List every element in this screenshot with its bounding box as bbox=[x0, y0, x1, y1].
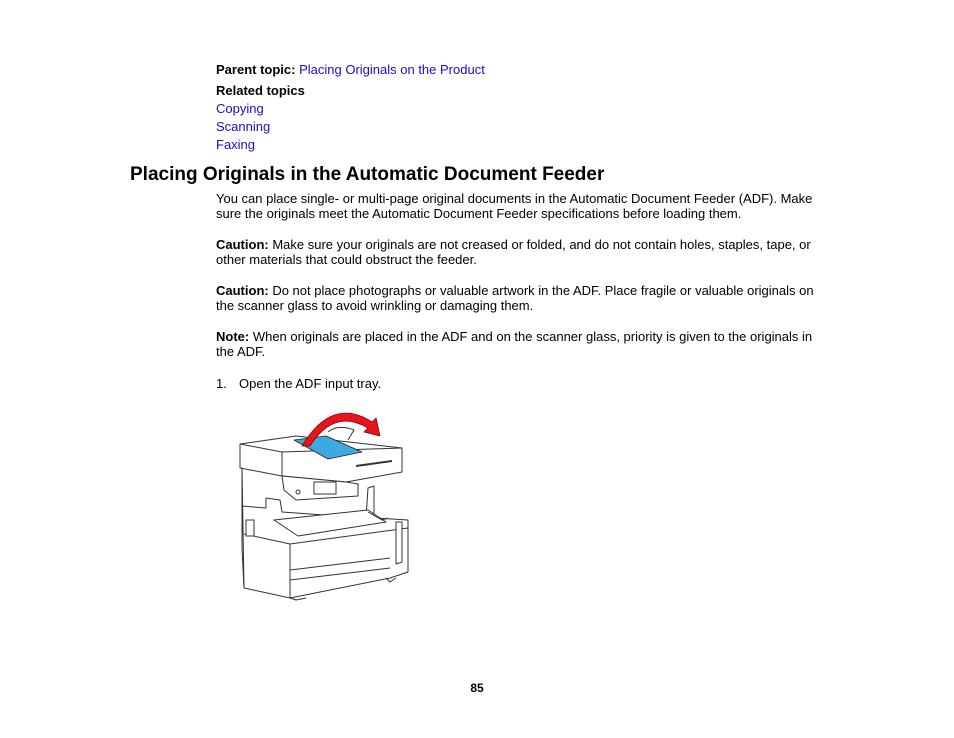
section-title: Placing Originals in the Automatic Document Feeder bbox=[130, 164, 605, 185]
related-link-scanning[interactable]: Scanning bbox=[216, 119, 271, 134]
parent-topic-link[interactable]: Placing Originals on the Product bbox=[299, 62, 485, 77]
parent-topic-label: Parent topic: bbox=[216, 62, 296, 77]
intro-paragraph: You can place single- or multi-page original documents in the Automatic Document Feeder (ADF). Make sure the originals meet the Automatic Document Feeder specifications before loading them. bbox=[216, 191, 813, 221]
related-link-copying[interactable]: Copying bbox=[216, 101, 264, 116]
related-topics-label: Related topics bbox=[216, 83, 305, 98]
note-text: When originals are placed in the ADF and on the scanner glass, priority is given to the originals in the ADF. bbox=[216, 329, 813, 359]
caution-paragraph-1 bbox=[216, 238, 826, 267]
printer-adf-illustration bbox=[236, 402, 416, 602]
note-label: Note: bbox=[216, 329, 250, 344]
step-text: Open the ADF input tray. bbox=[239, 376, 382, 391]
related-link-faxing[interactable]: Faxing bbox=[216, 137, 256, 152]
step-1 bbox=[216, 376, 382, 391]
caution-label: Caution: bbox=[216, 237, 269, 252]
step-number: 1. bbox=[216, 376, 227, 391]
caution-text: Do not place photographs or valuable artwork in the ADF. Place fragile or valuable originals on the scanner glass to avoid wrinkling or damaging them. bbox=[216, 283, 814, 313]
note-paragraph bbox=[216, 330, 826, 359]
parent-topic bbox=[216, 62, 485, 77]
caution-label: Caution: bbox=[216, 283, 269, 298]
lcd-screen bbox=[314, 482, 336, 494]
caution-paragraph-2 bbox=[216, 284, 826, 313]
page-number: 85 bbox=[470, 681, 484, 695]
caution-text: Make sure your originals are not creased or folded, and do not contain holes, staples, tape, or other materials that could obstruct the feeder. bbox=[216, 237, 811, 267]
